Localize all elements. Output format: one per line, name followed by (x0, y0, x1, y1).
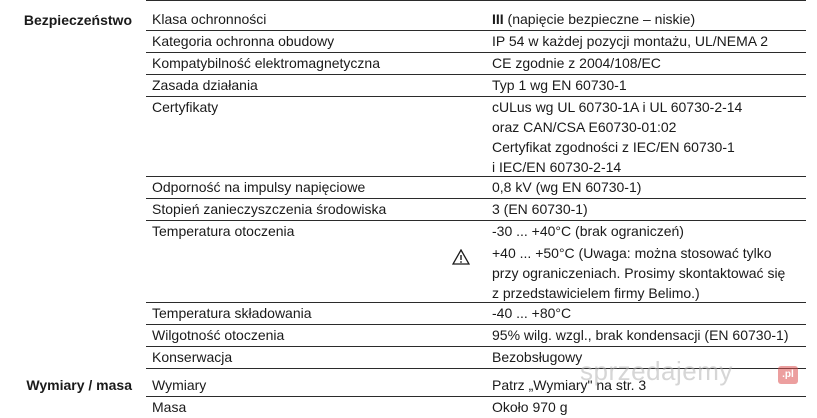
row-value: 95% wilg. wzgl., brak kondensacji (EN 60730-1) (492, 327, 789, 343)
table-top-rule (146, 0, 806, 1)
table-row (146, 199, 806, 221)
row-value (492, 97, 742, 177)
row-value-line: przy ograniczeniach. Prosimy skontaktować się (492, 265, 786, 281)
row-key: Stopień zanieczyszczenia środowiska (152, 201, 387, 217)
row-key: Temperatura składowania (152, 305, 312, 321)
row-value (492, 221, 785, 303)
row-key: Kompatybilność elektromagnetyczna (152, 55, 381, 71)
table-row (146, 97, 806, 177)
table-row (146, 31, 806, 53)
row-value-line: oraz CAN/CSA E60730-01:02 (492, 119, 677, 135)
table-row (146, 9, 806, 31)
table-row (146, 397, 806, 418)
table-row (146, 221, 806, 303)
row-key: Masa (152, 399, 187, 415)
row-key: Zasada działania (152, 77, 258, 93)
row-key: Wymiary (152, 377, 207, 393)
row-value: Patrz „Wymiary" na str. 3 (492, 377, 647, 393)
row-key: Konserwacja (152, 349, 233, 365)
row-value: CE zgodnie z 2004/108/EC (492, 55, 661, 71)
row-value: 0,8 kV (wg EN 60730-1) (492, 179, 642, 195)
row-value-bold: III (492, 11, 504, 27)
warning-icon (452, 249, 470, 265)
row-value: IP 54 w każdej pozycji montażu, UL/NEMA 2 (492, 33, 768, 49)
row-key: Wilgotność otoczenia (152, 327, 285, 343)
row-value-line: Certyfikat zgodności z IEC/EN 60730-1 (492, 139, 735, 155)
section-label-safety: Bezpieczeństwo (23, 12, 132, 28)
row-key: Klasa ochronności (152, 11, 267, 27)
watermark-text: sprzedajemy (580, 356, 733, 386)
row-value: Bezobsługowy (492, 349, 583, 365)
watermark-badge: .pl (778, 366, 798, 384)
row-value-line: i IEC/EN 60730-2-14 (492, 159, 622, 175)
table-row (146, 325, 806, 347)
row-key: Odporność na impulsy napięciowe (152, 179, 366, 195)
row-value-text: (napięcie bezpieczne – niskie) (503, 11, 696, 27)
row-value: 3 (EN 60730-1) (492, 201, 588, 217)
table-row (146, 75, 806, 97)
row-value: Typ 1 wg EN 60730-1 (492, 77, 627, 93)
table-row (146, 53, 806, 75)
row-key: Kategoria ochronna obudowy (152, 33, 335, 49)
table-row (146, 303, 806, 325)
row-key: Certyfikaty (152, 99, 219, 115)
row-value-line: +40 ... +50°C (Uwaga: można stosować tylko (492, 245, 772, 261)
row-value-line: z przedstawicielem firmy Belimo.) (492, 285, 700, 301)
row-value-line: cULus wg UL 60730-1A i UL 60730-2-14 (492, 99, 743, 115)
row-value-line: -30 ... +40°C (brak ograniczeń) (492, 223, 684, 239)
row-key: Temperatura otoczenia (152, 223, 295, 239)
row-value: Około 970 g (492, 399, 568, 415)
section-label-dimensions: Wymiary / masa (26, 377, 132, 393)
row-value: -40 ... +80°C (492, 305, 572, 321)
table-row (146, 177, 806, 199)
row-value (492, 9, 695, 29)
